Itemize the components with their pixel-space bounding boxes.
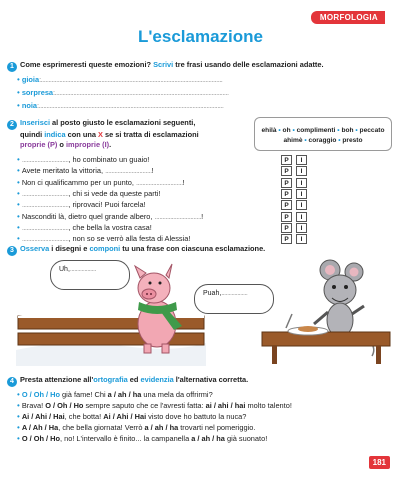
exclamation-word-box: ehilà • oh • complimenti • boh • peccato ahimè • coraggio • presto [254,117,392,151]
blank-line[interactable]: .............................. [21,234,69,244]
section-tag: MORFOLOGIA [311,11,385,24]
speech-bubble-uh[interactable]: Uh,.................. [50,260,130,290]
orthography-line-3[interactable]: • Ai / Ahi / Hai, che botta! Ai / Ahi / Hai visto dove ho battuto la nuca? [17,412,247,421]
exercise-1-prompt: 1 Come esprimeresti queste emozioni? Scrivi tre frasi usando delle esclamazioni adatte. [7,60,324,72]
blank-line[interactable]: .............................. [21,222,69,232]
improper-checkbox[interactable]: I [296,200,307,210]
exclamation-sentence[interactable]: • .............................., riprovaci! Puoi farcela! P I [17,200,387,209]
proper-checkbox[interactable]: P [281,166,292,176]
blank-line[interactable]: .............................. [21,188,69,198]
improper-checkbox[interactable]: I [296,223,307,233]
exercise-number: 1 [7,62,17,72]
page-number: 181 [369,456,390,469]
orthography-line-2[interactable]: • Brava! O / Oh / Ho sempre saputo che ce l'avresti fatta: ai / ahi / hai molto talento! [17,401,292,410]
exercise-4-prompt: 4 Presta attenzione all'ortografia ed evidenzia l'alternativa corretta. [7,375,248,387]
orthography-line-1[interactable]: • O / Oh / Ho già fame! Chi a / ah / ha una mela da offrirmi? [17,390,213,399]
improper-checkbox[interactable]: I [296,234,307,244]
blank-line[interactable]: .............................. [136,177,183,187]
proper-checkbox[interactable]: P [281,189,292,199]
proper-checkbox[interactable]: P [281,223,292,233]
improper-checkbox[interactable]: I [296,166,307,176]
improper-checkbox[interactable]: I [296,178,307,188]
exercise-3-prompt: 3 Osserva i disegni e componi tu una frase con ciascuna esclamazione. [7,244,265,256]
exclamation-sentence[interactable]: • Non ci qualificammo per un punto, ..............................! P I [17,178,387,187]
blank-line[interactable]: .............................. [21,155,69,164]
improper-checkbox[interactable]: I [296,212,307,222]
blank-line[interactable]: .............................. [21,200,69,210]
exclamation-sentence[interactable]: • .............................., non so se verrò alla festa di Alessia! P I [17,234,387,243]
proper-checkbox[interactable]: P [281,155,292,165]
page-title: L'esclamazione [138,27,263,46]
improper-checkbox[interactable]: I [296,155,307,165]
emotion-sorpresa[interactable]: • sorpresa:................................................................................................................ [17,88,229,97]
blank-line[interactable]: .............................. [105,166,152,176]
exclamation-sentence[interactable]: • .............................., chi si vede da queste parti! P I [17,189,387,198]
exclamation-sentence[interactable]: • Nasconditi là, dietro quel grande albero, ..............................! P I [17,212,387,221]
exclamation-sentence[interactable]: • .............................., ho combinato un guaio! P I [17,155,387,164]
speech-bubble-puah[interactable]: Puah,.................. [194,284,274,314]
emotion-gioia[interactable]: • gioia:..................................................................................................................... [17,75,223,84]
proper-checkbox[interactable]: P [281,178,292,188]
proper-checkbox[interactable]: P [281,212,292,222]
emotion-noia[interactable]: • noia:....................................................................................................................... [17,101,224,110]
blank-line[interactable]: .............................. [154,211,202,221]
improper-checkbox[interactable]: I [296,189,307,199]
exercise-2-prompt: 2 Inserisci al posto giusto le esclamazioni seguenti, quindi indica con una X se si tratta di esclamazioni proprie (P) o improprie (I). [7,118,199,149]
proper-checkbox[interactable]: P [281,234,292,244]
proper-checkbox[interactable]: P [281,200,292,210]
orthography-line-4[interactable]: • A / Ah / Ha, che bella giornata! Verrò a / ah / ha trovarti nel pomeriggio. [17,423,256,432]
exclamation-sentence[interactable]: • Avete meritato la vittoria, ..............................! P I [17,166,387,175]
exclamation-sentence[interactable]: • .............................., che bella la vostra casa! P I [17,223,387,232]
orthography-line-5[interactable]: • O / Oh / Ho, no! L'intervallo è finito... la campanella a / ah / ha già suonato! [17,434,268,443]
